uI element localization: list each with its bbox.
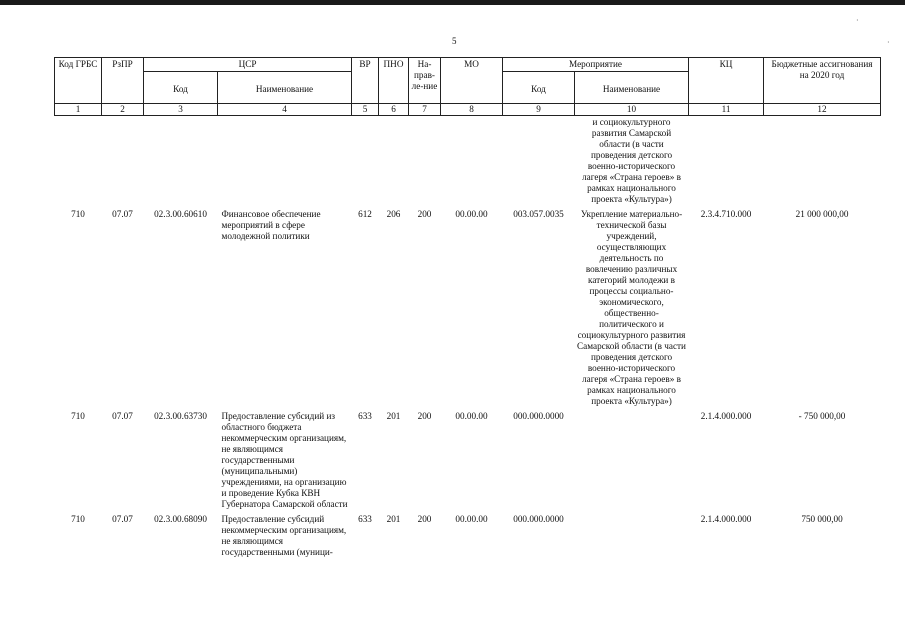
table-row [55, 510, 881, 558]
scan-speck: · [856, 16, 859, 25]
cell-pno: 201 [386, 514, 401, 524]
table-row [55, 205, 881, 407]
table-header [55, 58, 881, 116]
header-kod-grbs: Код ГРБС [55, 58, 102, 104]
cell-meropr-name: Укрепление материально-технической базы учреждений, осуществляющих деятельность по вовлечению различных категорий молодежи в процессы социально-экономического, общественно-политического и социокультурного развития Самарской области (в части проведения детского военно-исторического лагеря «Страна героев» в рамках национального проекта «Культура») [577, 209, 686, 406]
cell-vr: 612 [358, 209, 372, 219]
cell-mo: 00.00.00 [455, 209, 488, 219]
column-number: 1 [55, 104, 102, 116]
cell-kc: 2.1.4.000.000 [700, 411, 752, 421]
header-pno: ПНО [379, 58, 409, 104]
column-number: 7 [409, 104, 441, 116]
cell-meropr-name [575, 510, 689, 558]
budget-table [54, 57, 881, 558]
cell-vr: 633 [358, 411, 372, 421]
cell-name: Предоставление субсидий некоммерческим организациям, не являющимся государственными (муници- [221, 514, 347, 557]
header-meropr-kod: Код [503, 72, 575, 104]
continuation-text: и социокультурного развития Самарской области (в части проведения детского военно-исторического лагеря «Страна героев» в рамках национального проекта «Культура») [582, 117, 681, 204]
cell-napr: 200 [417, 209, 432, 219]
cell-meropr-kod: 003.057.0035 [513, 209, 564, 219]
column-number: 5 [352, 104, 379, 116]
cell-grbs: 710 [71, 209, 85, 219]
cell-rzpr: 07.07 [112, 411, 133, 421]
cell-napr: 200 [417, 411, 432, 421]
column-number: 4 [218, 104, 352, 116]
header-napr: На-прав-ле-ние [409, 58, 441, 104]
cell-meropr-kod: 000.000.0000 [513, 514, 564, 524]
table-row [55, 407, 881, 510]
header-mo: МО [441, 58, 503, 104]
cell-amount: - 750 000,00 [798, 411, 846, 421]
scan-speck: · [887, 38, 890, 47]
cell-name: Финансовое обеспечение мероприятий в сфере молодежной политики [221, 209, 321, 241]
column-number: 11 [689, 104, 764, 116]
column-number-row [55, 104, 881, 116]
column-number: 2 [102, 104, 144, 116]
header-rzpr: РзПР [102, 58, 144, 104]
cell-napr: 200 [417, 514, 432, 524]
cell-mo: 00.00.00 [455, 411, 488, 421]
column-number: 6 [379, 104, 409, 116]
cell-mo: 00.00.00 [455, 514, 488, 524]
cell-pno: 201 [386, 411, 401, 421]
header-csr: ЦСР [144, 58, 352, 72]
cell-amount: 21 000 000,00 [795, 209, 849, 219]
cell-rzpr: 07.07 [112, 514, 133, 524]
header-budget: Бюджетные ассигнования на 2020 год [764, 58, 881, 104]
header-vr: ВР [352, 58, 379, 104]
table-row-continuation [55, 116, 881, 206]
cell-name: Предоставление субсидий из областного бюджета некоммерческим организациям, не являющимся государственными (муниципальными) учреждениями, на организацию и проведение Кубка КВН Губернатора Самарской области [221, 411, 348, 509]
header-meropr-name: Наименование [575, 72, 689, 104]
cell-meropr-name [575, 407, 689, 510]
column-number: 9 [503, 104, 575, 116]
cell-meropr-kod: 000.000.0000 [513, 411, 564, 421]
scan-top-border [0, 0, 905, 5]
cell-csr: 02.3.00.63730 [154, 411, 207, 421]
cell-amount: 750 000,00 [801, 514, 843, 524]
column-number: 3 [144, 104, 218, 116]
cell-csr: 02.3.00.60610 [154, 209, 207, 219]
cell-rzpr: 07.07 [112, 209, 133, 219]
column-number: 10 [575, 104, 689, 116]
cell-vr: 633 [358, 514, 372, 524]
cell-pno: 206 [386, 209, 401, 219]
cell-grbs: 710 [71, 514, 85, 524]
header-csr-name: Наименование [218, 72, 352, 104]
page-number: 5 [452, 36, 457, 46]
column-number: 12 [764, 104, 881, 116]
header-kc: КЦ [689, 58, 764, 104]
cell-kc: 2.1.4.000.000 [700, 514, 752, 524]
cell-grbs: 710 [71, 411, 85, 421]
cell-csr: 02.3.00.68090 [154, 514, 207, 524]
header-meropr: Мероприятие [503, 58, 689, 72]
header-csr-kod: Код [144, 72, 218, 104]
column-number: 8 [441, 104, 503, 116]
cell-kc: 2.3.4.710.000 [700, 209, 752, 219]
